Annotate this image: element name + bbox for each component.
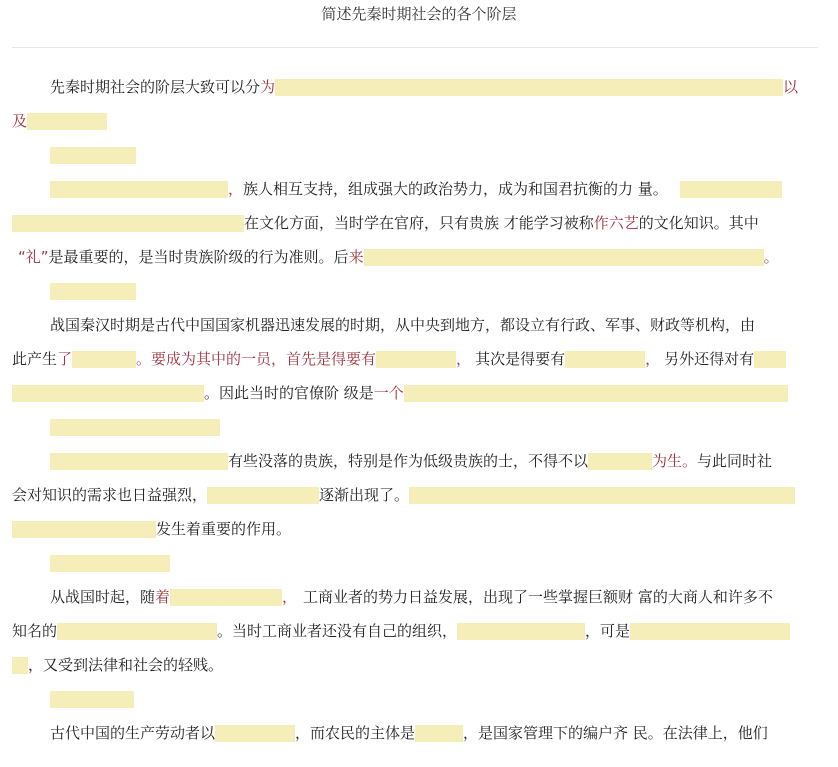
blank-highlight — [50, 555, 170, 572]
p4-text-red: 为生。 — [652, 452, 698, 470]
p4-text: 逐渐出现了。 — [319, 486, 410, 504]
blank-highlight — [588, 453, 652, 470]
p5-text: ，又受到法律和社会的轻贱。 — [28, 656, 224, 674]
p2-text-red: 。 — [763, 248, 779, 266]
blank-highlight — [680, 181, 782, 198]
blank-highlight — [409, 487, 795, 504]
p4-text: 与此同时社 — [697, 452, 773, 470]
p3-text-red: 了 — [57, 350, 73, 368]
p5-text: ，可是 — [585, 622, 631, 640]
blank-highlight — [415, 725, 463, 742]
blank-highlight — [376, 351, 456, 368]
blank-highlight — [50, 283, 136, 300]
p2-text-red: 作六艺 — [593, 214, 639, 232]
p1-text-red: 及 — [12, 112, 28, 130]
blank-highlight — [565, 351, 645, 368]
blank-highlight — [404, 385, 788, 402]
blank-highlight — [50, 147, 136, 164]
p4-text: 会对知识的需求也日益强烈， — [12, 486, 208, 504]
p5-text: 工商业者的势力日益发展，出现了一些掌握巨额财 富的大商人和许多不 — [303, 588, 773, 606]
p5-text: 知名的 — [12, 622, 58, 640]
blank-highlight — [170, 589, 282, 606]
blank-highlight — [364, 249, 764, 266]
p3-text: 战国秦汉时期是古代中国国家机器迅速发展的时期，从中央到地方，都设立有行政、军事、财政等机构，由 — [50, 316, 756, 334]
blank-highlight — [72, 351, 136, 368]
p2-text: 族人相互支持，组成强大的政治势力，成为和国君抗衡的力 量。 — [243, 180, 668, 198]
p5-text: 从战国时起，随 — [50, 588, 156, 606]
blank-highlight — [50, 453, 228, 470]
p4-text: 有些没落的贵族，特别是作为低级贵族的士，不得不以 — [228, 452, 589, 470]
p3-text: 此产生 — [12, 350, 58, 368]
bottom-fade — [0, 745, 838, 767]
p4-text: 发生着重要的作用。 — [156, 520, 292, 538]
p6-text: ，而农民的主体是 — [295, 724, 416, 742]
p2-text-red: ， — [228, 180, 244, 198]
blank-highlight — [50, 181, 228, 198]
blank-highlight — [275, 79, 783, 96]
blank-highlight — [12, 657, 28, 674]
p3-text-red: 一个 — [373, 384, 404, 402]
p2-text: 是最重要的，是当时贵族阶级的行为准则。后 — [48, 248, 349, 266]
p5-text-red: ， — [282, 588, 298, 606]
p1-text: 先秦时期社会的阶层大致可以分 — [50, 78, 261, 96]
p3-text: 其次是得要有 — [475, 350, 566, 368]
p1-text-red: 以 — [783, 78, 799, 96]
blank-highlight — [12, 521, 156, 538]
p3-text-red: ， — [456, 350, 472, 368]
p2-text-red: 来 — [348, 248, 364, 266]
p1-text-red: 为 — [260, 78, 276, 96]
p5-text: 。当时工商业者还没有自己的组织， — [217, 622, 458, 640]
p3-text-red: ， — [645, 350, 661, 368]
blank-highlight — [57, 623, 217, 640]
blank-highlight — [754, 351, 786, 368]
blank-highlight — [27, 113, 107, 130]
p3-text: 另外还得对有 — [664, 350, 755, 368]
p6-text: ，是国家管理下的编户齐 民。在法律上，他们 — [463, 724, 768, 742]
document-title: 简述先秦时期社会的各个阶层 — [321, 5, 517, 23]
blank-highlight — [457, 623, 585, 640]
p6-text: 古代中国的生产劳动者以 — [50, 724, 216, 742]
blank-highlight — [207, 487, 319, 504]
title-divider — [12, 47, 818, 48]
p2-text: 在文化方面，当时学在官府，只有贵族 才能学习被称 — [244, 214, 594, 232]
blank-highlight — [12, 385, 204, 402]
blank-highlight — [215, 725, 295, 742]
p3-text-red: 。要成为其中的一员，首先是得要有 — [136, 350, 377, 368]
p2-text: 的文化知识。其中 — [638, 214, 759, 232]
blank-highlight — [50, 691, 134, 708]
p3-text: 。因此当时的官僚阶 级是 — [204, 384, 374, 402]
p5-text-red: 着 — [155, 588, 171, 606]
blank-highlight — [12, 215, 244, 232]
p2-text-red: “礼” — [18, 248, 49, 266]
blank-highlight — [50, 419, 220, 436]
blank-highlight — [630, 623, 790, 640]
